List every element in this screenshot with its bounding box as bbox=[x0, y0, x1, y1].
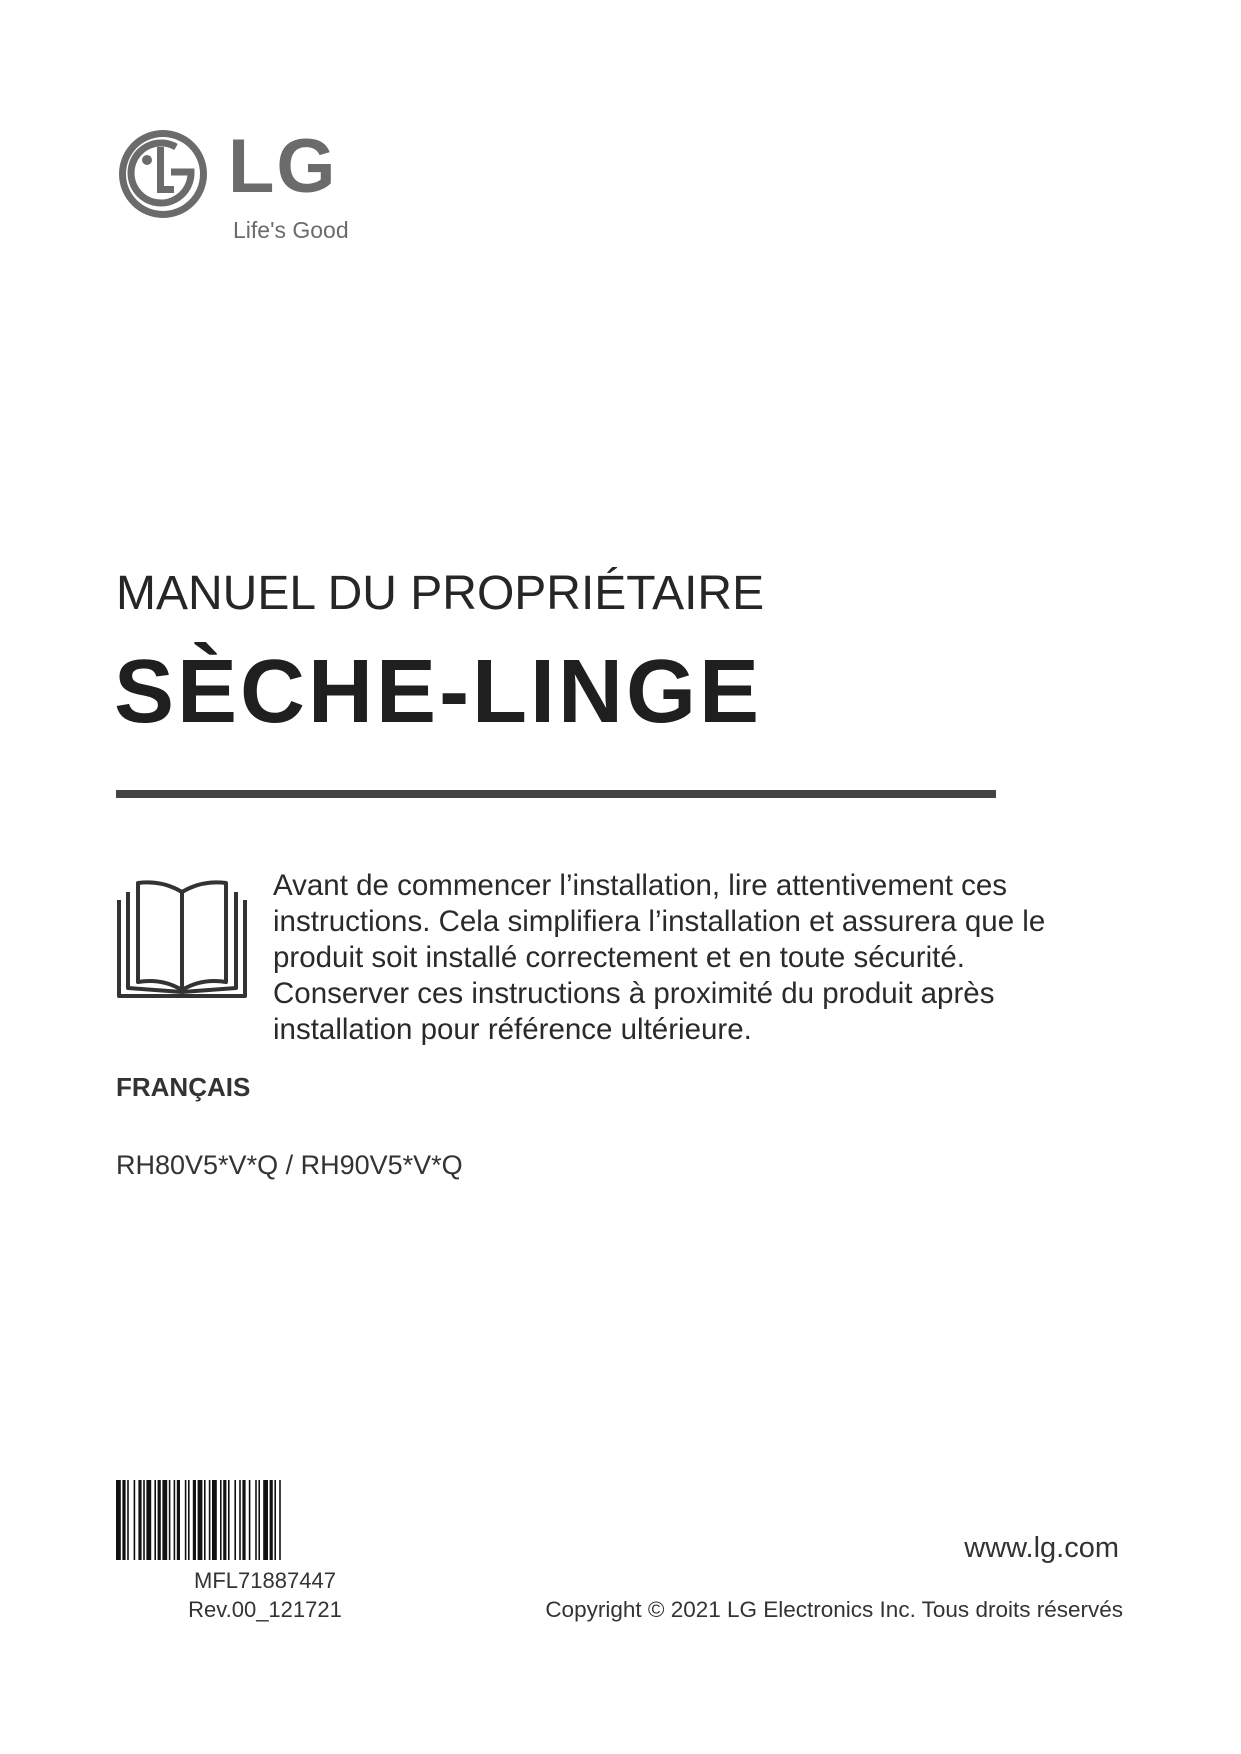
title-divider bbox=[116, 790, 996, 798]
product-title: SÈCHE-LINGE bbox=[114, 642, 763, 742]
lg-logo bbox=[116, 124, 366, 247]
logo-tagline: Life's Good bbox=[233, 217, 349, 243]
website-link[interactable]: www.lg.com bbox=[964, 1532, 1119, 1564]
intro-line: produit soit installé correctement et en toute sécurité. bbox=[273, 941, 965, 974]
model-numbers: RH80V5*V*Q / RH90V5*V*Q bbox=[116, 1150, 463, 1180]
document-type-heading: MANUEL DU PROPRIÉTAIRE bbox=[116, 567, 765, 620]
intro-line: Avant de commencer l’installation, lire attentivement ces bbox=[273, 869, 1008, 902]
intro-line: installation pour référence ultérieure. bbox=[273, 1013, 752, 1046]
revision-number: Rev.00_121721 bbox=[188, 1597, 342, 1622]
copyright-notice: Copyright © 2021 LG Electronics Inc. Tous droits réservés bbox=[545, 1597, 1123, 1622]
intro-line: Conserver ces instructions à proximité du produit après bbox=[273, 977, 995, 1010]
language-label: FRANÇAIS bbox=[116, 1072, 251, 1102]
open-book-icon bbox=[116, 878, 248, 1000]
intro-line: instructions. Cela simplifiera l’installation et assurera que le bbox=[273, 905, 1046, 938]
part-number: MFL71887447 bbox=[194, 1568, 336, 1593]
intro-paragraph bbox=[273, 868, 1103, 1048]
barcode-icon bbox=[116, 1480, 414, 1560]
lg-logo-mark-icon bbox=[116, 127, 210, 221]
logo-wordmark: LG bbox=[228, 124, 338, 209]
